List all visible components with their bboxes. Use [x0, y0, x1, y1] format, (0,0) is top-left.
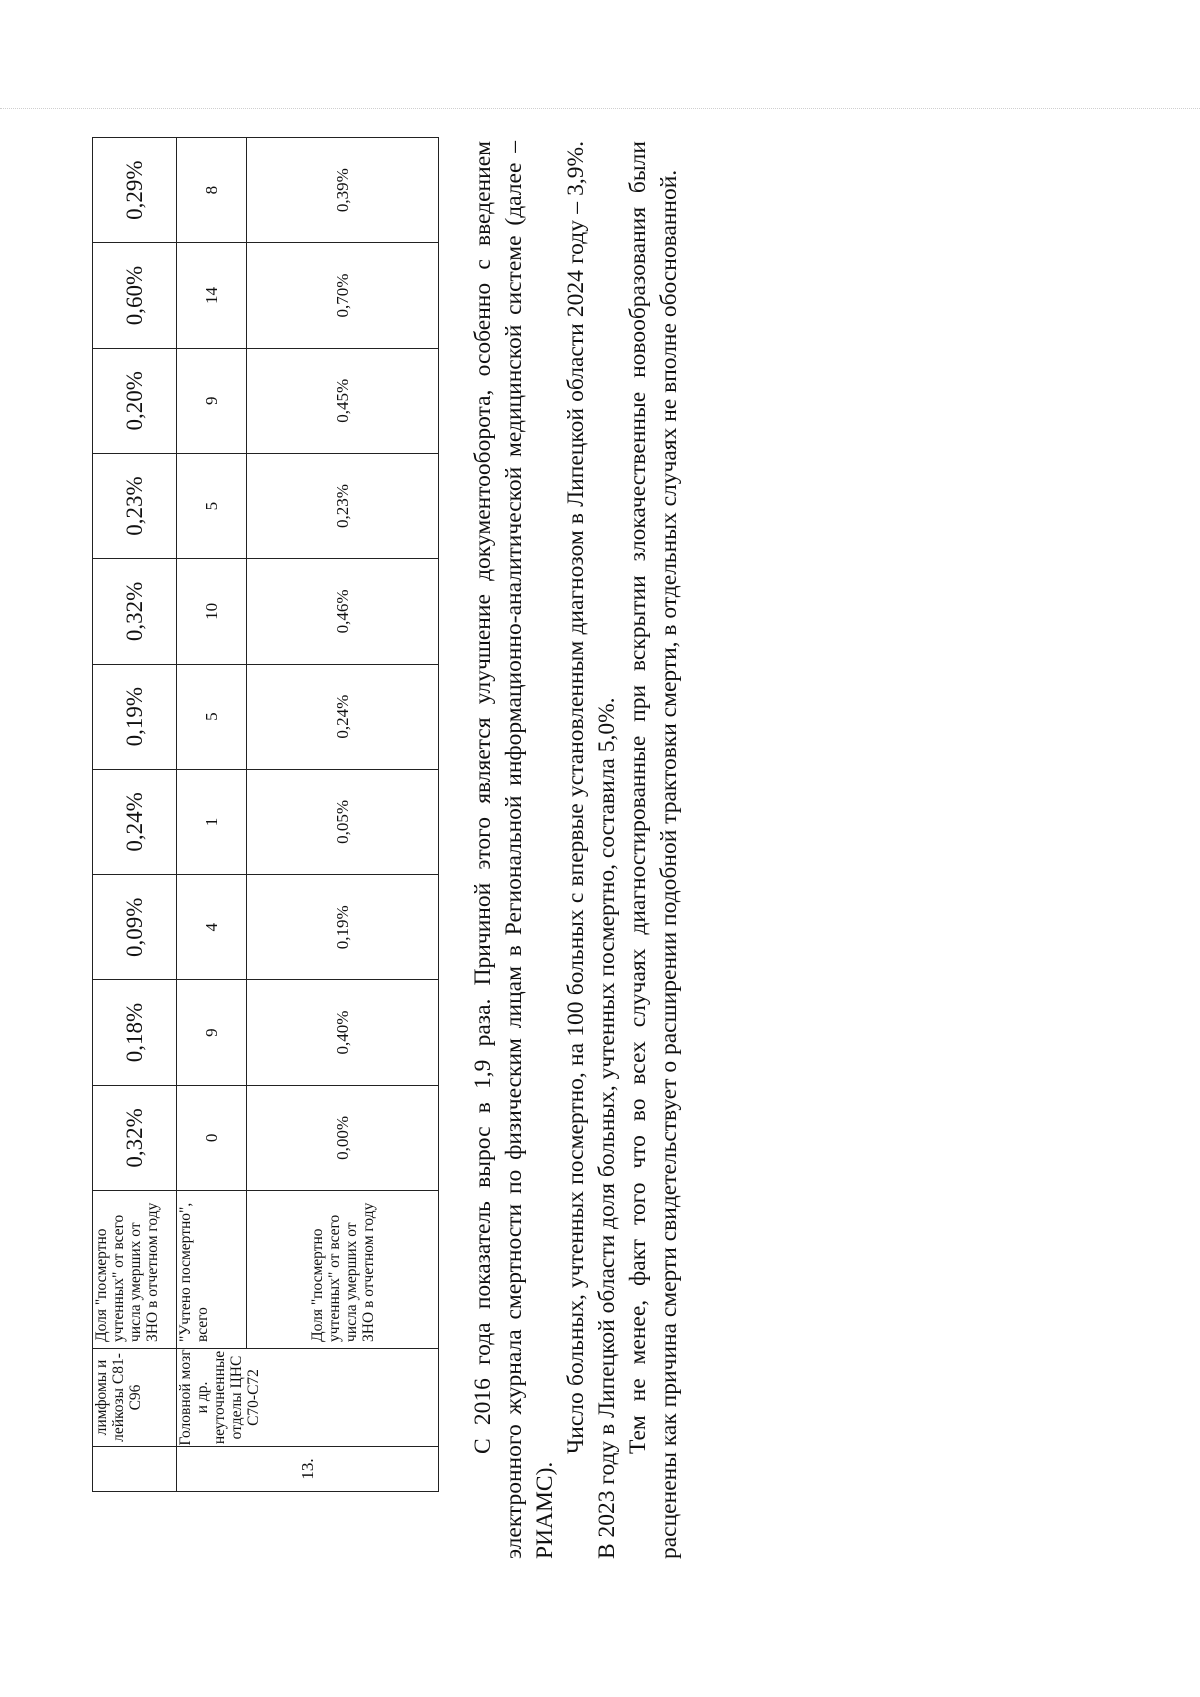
value-cell: 4: [177, 875, 247, 980]
indicator-cell: Доля "посмертно учтенных" от всего числа умерших от ЗНО в отчетном году: [247, 1191, 439, 1349]
paragraph: Число больных, учтенных посмертно, на 100 больных с впервые установленным диагнозом в Липецкой области 2024 году – 3,9%. В 2023 году в Липецкой области доля больных, учтенных посмертно, составила 5,0%.: [563, 141, 620, 1559]
value-cell: 10: [177, 559, 247, 664]
localization-cell: лимфомы и лейкозы C81-C96: [93, 1349, 177, 1447]
indicator-cell: "Учтено посмертно", всего: [177, 1191, 247, 1349]
paragraph: С 2016 года показатель вырос в 1,9 раза. Причиной этого является улучшение документооборота, особенно с введением электронного журнала смертности по физическим лицам в Региональной информационно-аналитической медицинской системе (далее – РИАМС).: [470, 141, 558, 1559]
value-cell: 0,19%: [247, 875, 439, 980]
value-cell: 0,05%: [247, 769, 439, 874]
value-cell: 8: [177, 138, 247, 243]
row-number: [93, 1447, 177, 1492]
value-cell: 0,00%: [247, 1085, 439, 1190]
value-cell: 5: [177, 664, 247, 769]
value-cell: 0,18%: [93, 980, 177, 1085]
value-cell: 0,23%: [93, 453, 177, 558]
indicator-cell: Доля "посмертно учтенных" от всего числа умерших от ЗНО в отчетном году: [93, 1191, 177, 1349]
value-cell: 1: [177, 769, 247, 874]
value-cell: 0,29%: [93, 138, 177, 243]
paragraph: Тем не менее, факт того что во всех случаях диагностированные при вскрытии злокачественные новообразования были расценены как причина смерти свидетельствует о расширении подобной трактовки смерти, в отдельных случаях не вполне обоснованной.: [625, 141, 682, 1559]
localization-cell: Головной мозг и др. неуточненные отделы ЦНС C70-C72: [177, 1349, 439, 1447]
value-cell: 0,24%: [93, 769, 177, 874]
value-cell: 9: [177, 348, 247, 453]
value-cell: 9: [177, 980, 247, 1085]
value-cell: 0,20%: [93, 348, 177, 453]
value-cell: 0,45%: [247, 348, 439, 453]
value-cell: 14: [177, 243, 247, 348]
table-row: [177, 138, 247, 1492]
value-cell: 0,46%: [247, 559, 439, 664]
value-cell: 0,09%: [93, 875, 177, 980]
value-cell: 0,70%: [247, 243, 439, 348]
table-row: [247, 138, 439, 1492]
value-cell: 0,24%: [247, 664, 439, 769]
value-cell: 0: [177, 1085, 247, 1190]
value-cell: 0,40%: [247, 980, 439, 1085]
value-cell: 0,23%: [247, 453, 439, 558]
row-number: 13.: [177, 1447, 439, 1492]
value-cell: 0,32%: [93, 559, 177, 664]
postmortem-table: [92, 137, 439, 1492]
table-row: [93, 138, 177, 1492]
value-cell: 5: [177, 453, 247, 558]
value-cell: 0,39%: [247, 138, 439, 243]
value-cell: 0,32%: [93, 1085, 177, 1190]
value-cell: 0,19%: [93, 664, 177, 769]
value-cell: 0,60%: [93, 243, 177, 348]
body-text: [468, 141, 685, 1559]
scan-dotted-edge: [0, 107, 1200, 109]
